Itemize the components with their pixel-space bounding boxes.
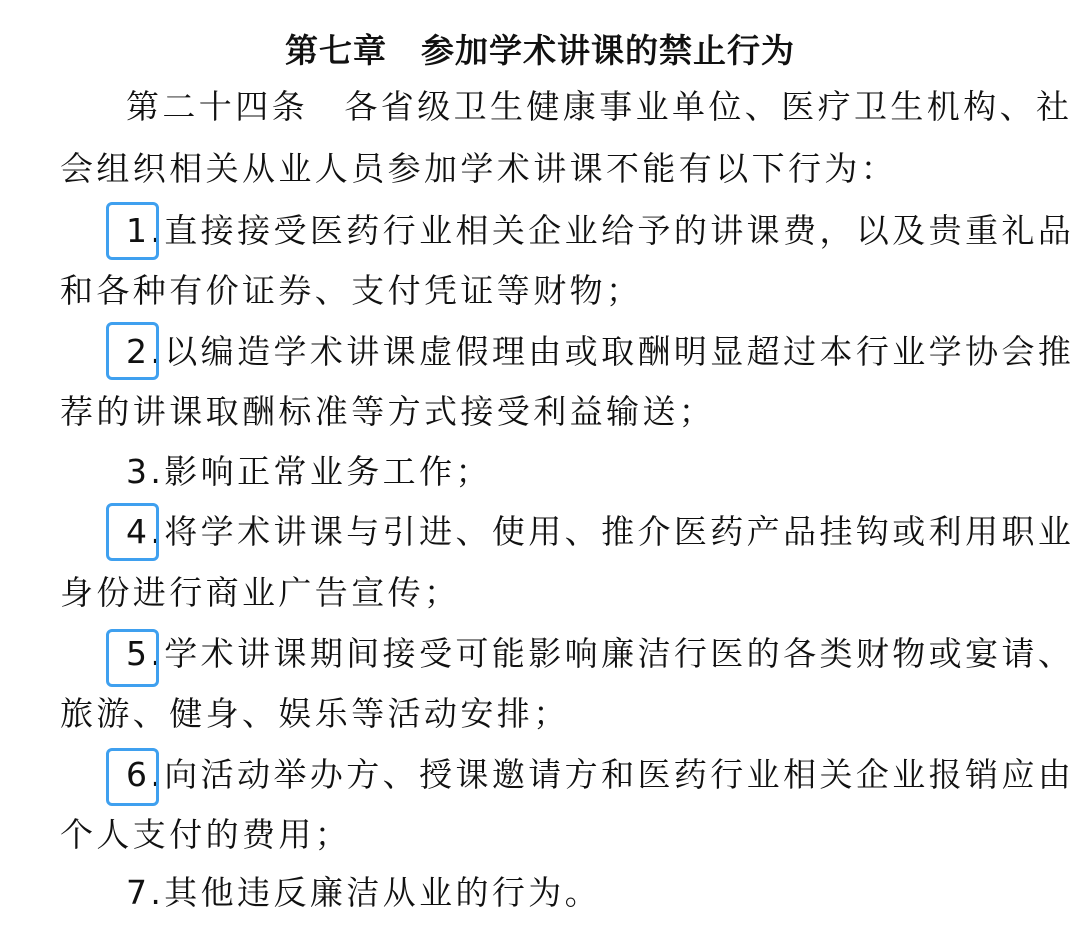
item-6-line-1: 6.向活动举办方、授课邀请方和医药行业相关企业报销应由 (126, 755, 1075, 794)
article-text-line-1: 第二十四条 各省级卫生健康事业单位、医疗卫生机构、社 (126, 87, 1073, 126)
item-4-line-1: 4.将学术讲课与引进、使用、推介医药产品挂钩或利用职业 (126, 512, 1075, 551)
item-2-line-2: 荐的讲课取酬标准等方式接受利益输送； (60, 392, 716, 431)
item-5-line-1: 5.学术讲课期间接受可能影响廉洁行医的各类财物或宴请、 (126, 634, 1075, 673)
item-3-line-1: 3.影响正常业务工作； (126, 452, 492, 491)
item-7-line-1: 7.其他违反廉洁从业的行为。 (126, 873, 602, 912)
item-6-number-highlight (106, 748, 159, 806)
chapter-title: 第七章 参加学术讲课的禁止行为 (285, 31, 795, 70)
item-2-number-highlight (106, 322, 159, 380)
item-4-line-2: 身份进行商业广告宣传； (60, 573, 461, 612)
item-5-number-highlight (106, 629, 159, 687)
item-1-number-highlight (106, 202, 159, 260)
article-text-line-2: 会组织相关从业人员参加学术讲课不能有以下行为： (60, 149, 898, 188)
item-4-number-highlight (106, 503, 159, 561)
item-1-line-2: 和各种有价证券、支付凭证等财物； (60, 271, 643, 310)
item-5-line-2: 旅游、健身、娱乐等活动安排； (60, 694, 570, 733)
item-6-line-2: 个人支付的费用； (60, 815, 352, 854)
item-1-line-1: 1.直接接受医药行业相关企业给予的讲课费，以及贵重礼品 (126, 211, 1075, 250)
item-2-line-1: 2.以编造学术讲课虚假理由或取酬明显超过本行业学协会推 (126, 332, 1075, 371)
